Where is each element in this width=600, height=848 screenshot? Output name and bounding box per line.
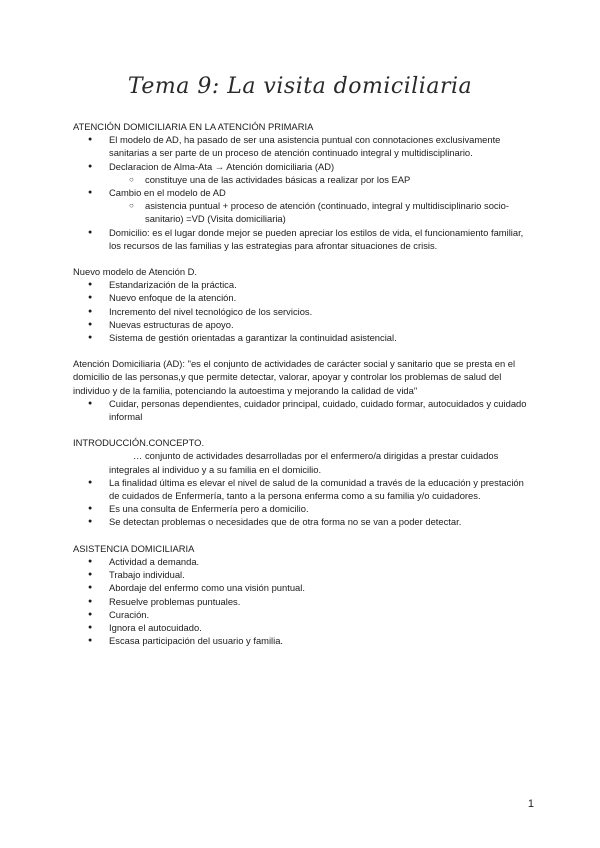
list-item: ● Estandarización de la práctica. [73,278,533,291]
list-item: ● Escasa participación del usuario y familia. [73,634,533,647]
list-item: ● Abordaje del enfermo como una visión puntual. [73,581,533,594]
section-asistencia-domiciliaria [73,542,533,648]
sub-list-item: ○ asistencia puntual + proceso de atención (continuado, integral y multidisciplinario socio-sanitario) =VD (Visita domiciliaria) [73,199,533,225]
page-title: Tema 9: La visita domiciliaria [127,74,473,99]
list-item: ● El modelo de AD, ha pasado de ser una asistencia puntual con connotaciones exclusivamente sanitarias a ser parte de un proceso de atención continuado integral y multidisciplinario. [73,133,533,159]
section-introduccion [73,436,533,528]
bullet-list [73,476,533,529]
bullet-list [73,397,533,423]
sub-list-item: ○ constituye una de las actividades básicas a realizar por los EAP [73,173,533,186]
section-heading: ASISTENCIA DOMICILIARIA [73,542,195,554]
list-item: ● Nuevo enfoque de la atención. [73,291,533,304]
list-item: ● Declaracion de Alma-Ata → Atención domiciliaria (AD) [73,160,533,173]
bullet-list [73,555,533,647]
list-item: ● Es una consulta de Enfermería pero a domicilio. [73,502,533,515]
list-item: ● Curación. [73,608,533,621]
list-item: ● Incremento del nivel tecnológico de los servicios. [73,305,533,318]
list-item: ● Se detectan problemas o necesidades que de otra forma no se van a poder detectar. [73,515,533,528]
list-item: ● Cuidar, personas dependientes, cuidador principal, cuidado, cuidado formar, autocuidados y cuidado informal [73,397,533,423]
list-item: ● Ignora el autocuidado. [73,621,533,634]
section-definicion-ad [73,357,533,423]
bullet-list [73,133,533,252]
list-item: ● Cambio en el modelo de AD [73,186,533,199]
section-heading: INTRODUCCIÓN.CONCEPTO. [73,437,205,449]
list-item: ● Resuelve problemas puntuales. [73,595,533,608]
section-heading: Nuevo modelo de Atención D. [73,266,198,278]
list-item: ● Nuevas estructuras de apoyo. [73,318,533,331]
list-item: ● Trabajo individual. [73,568,533,581]
list-item: ● La finalidad última es elevar el nivel de salud de la comunidad a través de la educación y prestación de cuidados de Enfermería, tanto a la persona enferma como a su familia y/o cuidadores. [73,476,533,502]
section-nuevo-modelo [73,265,533,344]
definition-paragraph: Atención Domiciliaria (AD): "es el conjunto de actividades de carácter social y sanitario que se presta en el domicilio de las personas,y que permite detectar, valorar, apoyar y controlar los problemas de salud del individuo y de la familia, potenciando la autoestima y mejorando la calidad de vida" [73,358,516,396]
section-heading: ATENCIÓN DOMICILIARIA EN LA ATENCIÓN PRIMARIA [73,121,314,132]
page-number: 1 [527,798,534,810]
bullet-list [73,278,533,344]
list-item: ● Sistema de gestión orientadas a garantizar la continuidad asistencial. [73,331,533,344]
concept-paragraph: … conjunto de actividades desarrolladas por el enfermero/a dirigidas a prestar cuidados integrales al individuo y a su familia en el domicilio. [109,450,499,475]
section-atencion-domiciliaria [73,120,533,252]
document-body [73,120,533,660]
list-item: ● Actividad a demanda. [73,555,533,568]
list-item: ● Domicilio: es el lugar donde mejor se pueden apreciar los estilos de vida, el funcionamiento familiar, los recursos de las familias y las estrategias para afrontar situaciones de crisis. [73,226,533,252]
